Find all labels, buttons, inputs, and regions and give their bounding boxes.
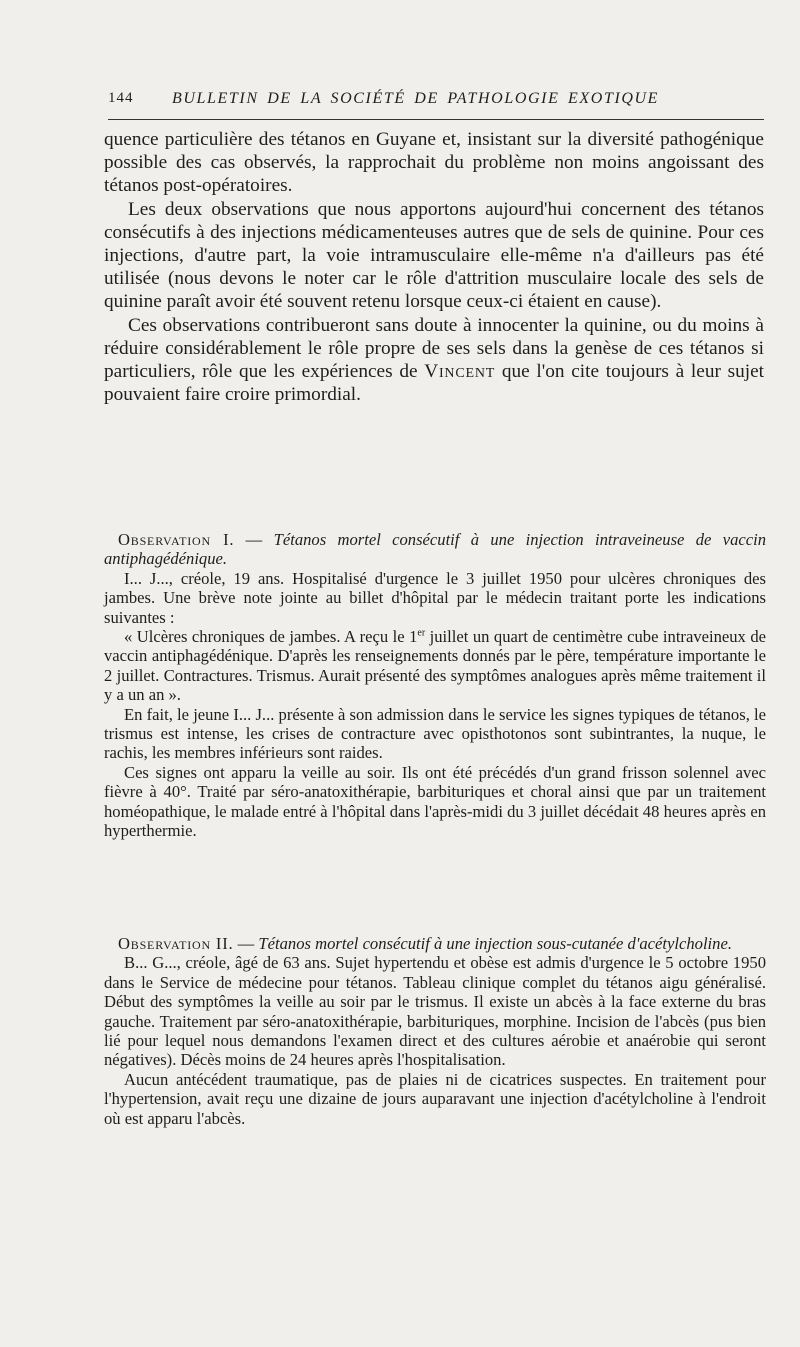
intro-text: que l'on cite toujours à leur sujet pouvaient faire croire primordial.: [104, 361, 765, 406]
observation-2: [104, 934, 766, 1128]
heading-dash: —: [234, 530, 274, 549]
observation-title: Tétanos mortel consécutif à une injection intraveineuse de vaccin antiphagédénique.: [104, 530, 767, 569]
quote-text: « Ulcères chroniques de jambes. A reçu le 1: [124, 627, 418, 647]
intro-paragraph: [104, 314, 764, 407]
observation-paragraph: Aucun antécédent traumatique, pas de plaies ni de cicatrices suspectes. En traitement pour l'hypertension, avait reçu une dizaine de jours auparavant une injection d'acétylcholine à l'endroit où est apparu l'abcès.: [104, 1069, 766, 1128]
observation-title: Tétanos mortel consécutif à une injection sous-cutanée d'acétylcholine.: [258, 934, 732, 953]
header-rule: [108, 119, 764, 120]
observation-paragraph: En fait, le jeune I... J... présente à son admission dans le service les signes typiques de tétanos, le trismus est intense, les crises de contracture avec opisthotonos sont subintrantes, la nuque, le rachis, les membres inférieurs sont raides.: [104, 704, 766, 763]
observation-1: [104, 530, 766, 841]
journal-title: BULLETIN DE LA SOCIÉTÉ DE PATHOLOGIE EXOTIQUE: [172, 90, 660, 107]
observation-paragraph: B... G..., créole, âgé de 63 ans. Sujet hypertendu et obèse est admis d'urgence le 5 octobre 1950 dans le Service de médecine pour tétanos. Tableau clinique complet du tétanos aigu généralisé. Début des symptômes la veille au soir par le trismus. Il existe un abcès à la face externe du bras gauche. Traitement par séro-anatoxithérapie, barbituriques, morphine. Incision de l'abcès (pus bien lié pour lequel nous demandons l'examen direct et des cultures aérobie et anaérobie qui seront négatives). Décès moins de 24 heures après l'hospitalisation.: [104, 953, 766, 1070]
observation-heading: [104, 934, 766, 953]
author-name: Vincent: [424, 361, 496, 383]
quote-text: juillet un quart de centimètre cube intraveineux de vaccin antiphagédénique. D'après les renseignements donnés par le père, température importante le 2 juillet. Contractures. Trismus. Aurait présenté des symptômes analogues après même traitement il y a un an ».: [104, 627, 766, 705]
intro-paragraph: Les deux observations que nous apportons aujourd'hui concernent des tétanos consécutifs à des injections médicamenteuses autres que de sels de quinine. Pour ces injections, d'autre part, la voie intramusculaire elle-même n'a d'ailleurs pas été utilisée (nous devons le noter car le rôle d'attrition musculaire locale des sels de quinine paraît avoir été souvent retenu lorsque ceux-ci étaient en cause).: [104, 198, 764, 313]
observation-heading: [104, 530, 766, 569]
heading-dash: —: [233, 934, 259, 953]
running-head: [108, 90, 768, 114]
page-number: 144: [108, 90, 134, 106]
ordinal-superscript: er: [417, 627, 426, 639]
observation-paragraph: Ces signes ont apparu la veille au soir. Ils ont été précédés d'un grand frisson solennel avec fièvre à 40°. Traité par séro-anatoxithérapie, barbituriques et choral ainsi que par un traitement homéopathique, le malade entré à l'hôpital dans l'après-midi du 3 juillet décédait 48 heures après en hyperthermie.: [104, 762, 766, 841]
observation-label: Observation I.: [118, 530, 235, 549]
observation-label: Observation II.: [118, 934, 234, 953]
observation-paragraph: I... J..., créole, 19 ans. Hospitalisé d'urgence le 3 juillet 1950 pour ulcères chroniques des jambes. Une brève note jointe au billet d'hôpital par le médecin traitant porte les indications suivantes :: [104, 568, 766, 627]
intro-section: [104, 128, 764, 406]
intro-paragraph: quence particulière des tétanos en Guyane et, insistant sur la diversité pathogénique possible des cas observés, la rapprochait du problème non moins angoissant des tétanos post-opératoires.: [104, 129, 764, 197]
intro-text: Ces observations contribueront sans doute à innocenter la quinine, ou du moins à réduire considérablement le rôle propre de ses sels dans la genèse de ces tétanos si particuliers, rôle que les expériences de: [104, 314, 764, 383]
quoted-note: [104, 627, 766, 705]
